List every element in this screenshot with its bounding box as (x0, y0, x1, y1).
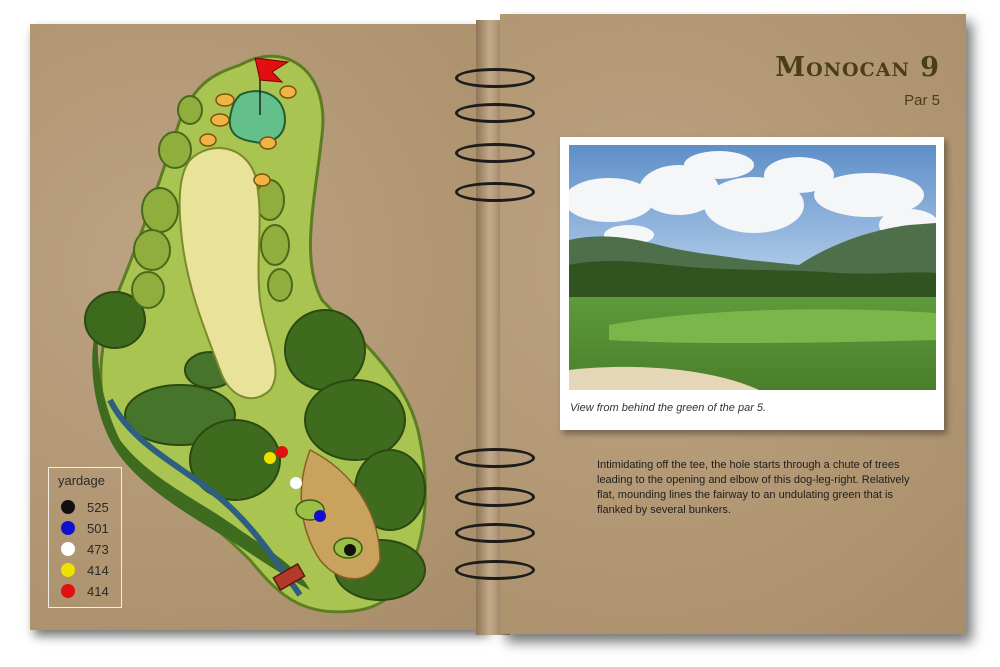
legend-row (61, 561, 109, 579)
tee-marker-black (344, 544, 356, 556)
green (230, 91, 285, 143)
legend-row (61, 498, 109, 516)
legend-row (61, 519, 109, 537)
yardage-legend (48, 467, 122, 608)
tee-marker-red (276, 446, 288, 458)
binding-ring (455, 182, 535, 202)
binding-ring (455, 448, 535, 468)
tee-color-swatch (61, 500, 75, 514)
legend-title: yardage (58, 473, 105, 488)
hole-description: Intimidating off the tee, the hole starts through a chute of trees leading to the opening and elbow of this dog-leg-right. Relatively flat, mounding lines the fairway to an undulating green that is flanked by several bunkers. (597, 459, 910, 516)
legend-yardage: 414 (87, 583, 109, 599)
legend-yardage: 414 (87, 562, 109, 578)
binding-ring (455, 103, 535, 123)
hole-par: Par 5 (904, 92, 940, 109)
tee-color-swatch (61, 542, 75, 556)
photo-card (560, 137, 944, 430)
binding-ring (455, 487, 535, 507)
legend-row (61, 582, 109, 600)
legend-yardage: 473 (87, 541, 109, 557)
tree-cluster (305, 380, 405, 460)
legend-yardage: 525 (87, 499, 109, 515)
tee-marker-yellow (264, 452, 276, 464)
hole-title: Monocan 9 (775, 52, 940, 83)
binding-ring (455, 143, 535, 163)
tee-color-swatch (61, 521, 75, 535)
binding-ring (455, 560, 535, 580)
tee-color-swatch (61, 584, 75, 598)
tree-cluster (285, 310, 365, 390)
hole-photo (569, 145, 936, 390)
binding-ring (455, 68, 535, 88)
tee-marker-white (290, 477, 302, 489)
legend-row (61, 540, 109, 558)
binding-ring (455, 523, 535, 543)
photo-caption: View from behind the green of the par 5. (570, 402, 767, 414)
legend-yardage: 501 (87, 520, 109, 536)
tee-color-swatch (61, 563, 75, 577)
tee-marker-blue (314, 510, 326, 522)
